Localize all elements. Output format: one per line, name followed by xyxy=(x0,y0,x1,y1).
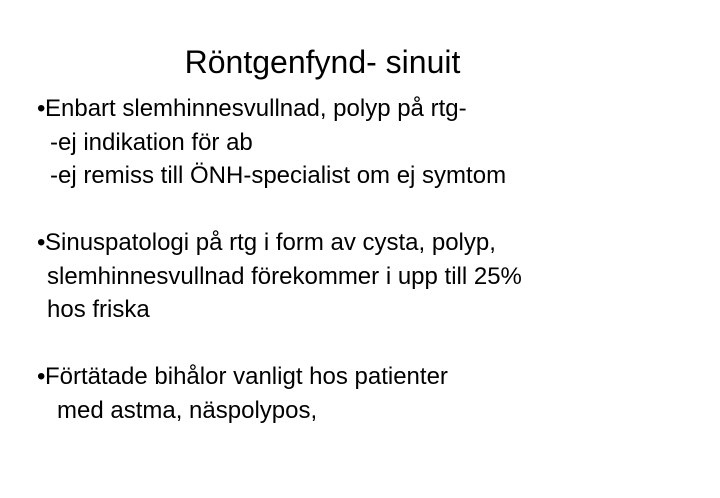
bullet-marker: • xyxy=(37,363,46,390)
sub-line: -ej indikation för ab xyxy=(50,128,253,156)
bullet-block-sinus-pathology xyxy=(0,226,700,327)
sub-line: -ej remiss till ÖNH-specialist om ej symtom xyxy=(50,162,507,189)
bullet-line xyxy=(0,226,700,260)
bullet-marker: • xyxy=(37,229,46,256)
slide-body xyxy=(0,92,700,461)
bullet-marker: • xyxy=(37,95,46,122)
bullet-line xyxy=(0,360,700,394)
bullet-text: Sinuspatologi på rtg i form av cysta, polyp, xyxy=(45,229,496,256)
bullet-block-opacified-sinuses xyxy=(0,360,700,427)
bullet-text: Enbart slemhinnesvullnad, polyp på rtg- xyxy=(45,95,467,122)
bullet-text: Förtätade bihålor vanligt hos patienter xyxy=(45,363,448,390)
bullet-block-mucosal-swelling xyxy=(0,92,700,193)
sub-line: hos friska xyxy=(47,296,150,323)
sub-line: slemhinnesvullnad förekommer i upp till 25% xyxy=(47,262,522,290)
slide-title: Röntgenfynd- sinuit xyxy=(184,44,461,81)
sub-line: med astma, näspolypos, xyxy=(57,396,318,424)
bullet-line xyxy=(0,92,700,126)
